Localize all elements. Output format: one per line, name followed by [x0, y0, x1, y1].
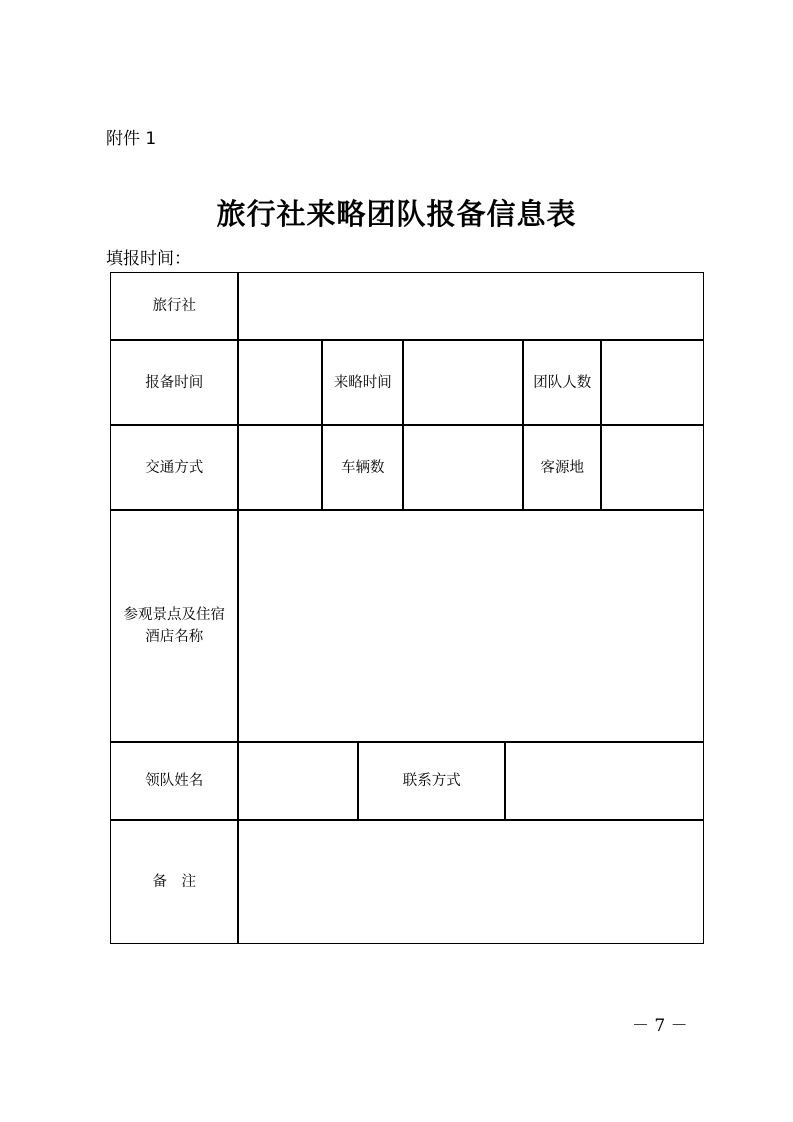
arrival-time-label-cell: [322, 340, 403, 425]
transport-label: 交通方式: [145, 459, 204, 476]
contact-label-cell: [358, 742, 505, 820]
remarks-label: 备 注: [152, 874, 196, 891]
attractions-label-cell: [110, 510, 238, 742]
report-time-label-cell: [110, 340, 238, 425]
group-size-field[interactable]: [601, 340, 704, 425]
agency-label: 旅行社: [152, 298, 196, 315]
agency-field[interactable]: [238, 272, 704, 340]
origin-label-cell: [523, 425, 601, 510]
origin-field[interactable]: [601, 425, 704, 510]
arrival-time-field[interactable]: [403, 340, 523, 425]
report-time-label: 报备时间: [145, 374, 204, 391]
leader-name-label: 领队姓名: [145, 773, 204, 790]
remarks-field[interactable]: [238, 820, 704, 944]
attractions-label: 参观景点及住宿 酒店名称: [123, 607, 225, 646]
transport-field[interactable]: [238, 425, 322, 510]
agency-label-cell: [110, 272, 238, 340]
attractions-field[interactable]: [238, 510, 704, 742]
transport-label-cell: [110, 425, 238, 510]
arrival-time-label: 来略时间: [333, 374, 392, 391]
report-time-field[interactable]: [238, 340, 322, 425]
group-size-label: 团队人数: [533, 374, 592, 391]
fill-date-label: 填报时间：: [106, 249, 191, 269]
page-number: － 7 －: [632, 1016, 688, 1036]
origin-label: 客源地: [540, 459, 584, 476]
leader-name-label-cell: [110, 742, 238, 820]
leader-name-field[interactable]: [238, 742, 358, 820]
registration-form-table: [111, 273, 705, 945]
remarks-label-cell: [110, 820, 238, 944]
group-size-label-cell: [523, 340, 601, 425]
page-title: 旅行社来略团队报备信息表: [216, 197, 577, 231]
contact-label: 联系方式: [402, 773, 461, 790]
vehicle-count-field[interactable]: [403, 425, 523, 510]
attachment-label: 附件 1: [106, 129, 157, 149]
vehicle-count-label-cell: [322, 425, 403, 510]
vehicle-count-label: 车辆数: [341, 459, 385, 476]
contact-field[interactable]: [505, 742, 704, 820]
